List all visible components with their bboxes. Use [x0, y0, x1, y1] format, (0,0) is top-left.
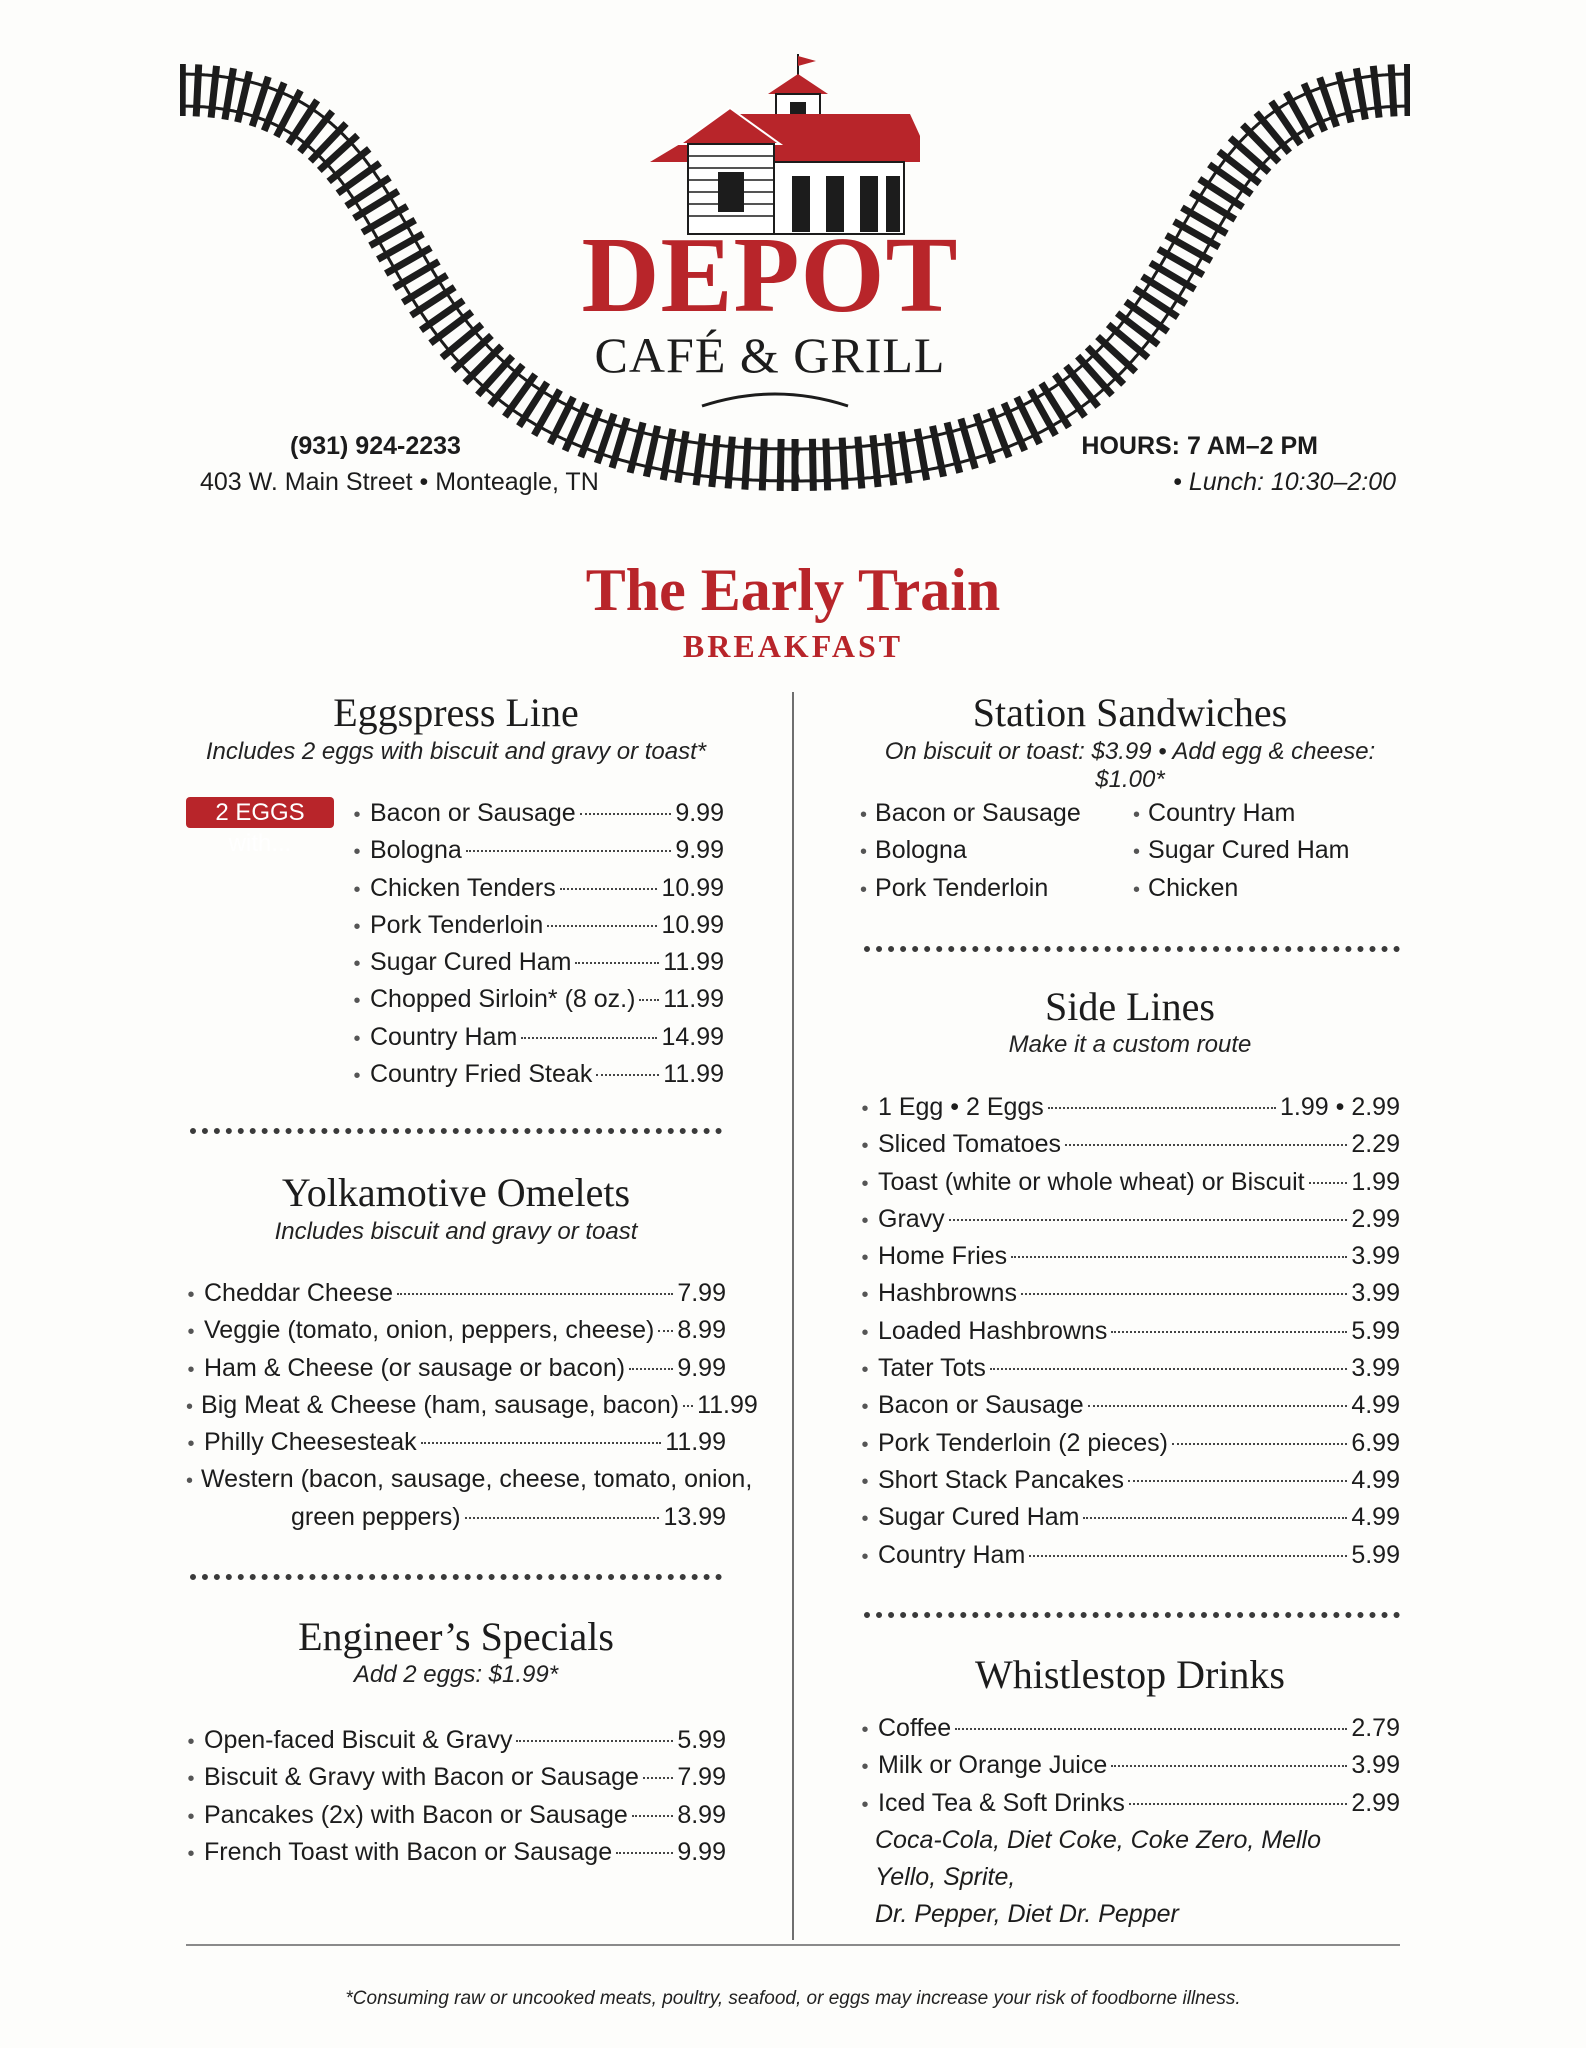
item-label: Open-faced Biscuit & Gravy — [204, 1726, 513, 1754]
list-item — [1133, 870, 1350, 907]
specials-list — [186, 1722, 726, 1871]
list-item — [860, 832, 1081, 869]
dot-leader — [949, 1219, 1348, 1221]
dotted-separator — [190, 1128, 722, 1134]
track-tie — [780, 439, 781, 491]
item-price: 2.79 — [1351, 1714, 1400, 1742]
bullet: • — [187, 1284, 195, 1306]
bullet: • — [353, 878, 361, 901]
list-item — [186, 1350, 726, 1387]
section-title-eggspress: Eggspress Line — [333, 690, 579, 735]
item-label: Sugar Cured Ham — [370, 948, 572, 977]
brands-line: Dr. Pepper, Diet Dr. Pepper — [875, 1900, 1179, 1928]
item-price: 9.99 — [675, 799, 724, 827]
list-item — [860, 1785, 1400, 1822]
list-item — [860, 1164, 1400, 1201]
list-item — [860, 795, 1081, 832]
track-tie — [196, 64, 199, 116]
dot-leader — [421, 1442, 662, 1444]
section-note-omelets: Includes biscuit and gravy or toast — [274, 1218, 638, 1245]
item-label: Iced Tea & Soft Drinks — [878, 1788, 1125, 1817]
item-label: Country Fried Steak — [370, 1060, 593, 1089]
item-label: Bacon or Sausage — [370, 799, 576, 827]
dot-leader — [955, 1728, 1347, 1730]
dot-leader — [1309, 1182, 1348, 1184]
bullet: • — [860, 841, 868, 864]
depot-building-logo — [620, 52, 920, 242]
bullet: • — [861, 1359, 869, 1382]
list-item-continued — [186, 1499, 726, 1536]
item-label: Loaded Hashbrowns — [878, 1316, 1108, 1345]
dot-leader — [397, 1293, 673, 1295]
bullet: • — [353, 953, 361, 976]
sandwiches-list-left — [860, 795, 1081, 907]
bullet: • — [187, 1768, 195, 1791]
dot-leader — [516, 1740, 673, 1742]
list-item — [860, 1462, 1400, 1499]
bullet: • — [861, 1321, 869, 1344]
list-item — [352, 1019, 724, 1056]
item-label: Country Ham — [370, 1022, 518, 1051]
item-price: 7.99 — [677, 1763, 726, 1792]
dot-leader — [466, 850, 672, 852]
dot-leader — [1083, 1517, 1347, 1519]
section-note-specials: Add 2 eggs: $1.99* — [353, 1661, 559, 1688]
item-label: Sliced Tomatoes — [878, 1130, 1061, 1159]
track-tie — [745, 438, 748, 490]
item-label: Country Ham — [878, 1540, 1026, 1569]
dot-leader — [1111, 1765, 1347, 1767]
dotted-separator — [864, 1612, 1400, 1618]
track-tie — [762, 438, 764, 490]
item-label: 1 Egg • 2 Eggs — [878, 1093, 1044, 1121]
item-label: Bologna — [370, 836, 462, 865]
item-price: 13.99 — [663, 1502, 726, 1531]
item-price: 10.99 — [661, 873, 724, 902]
bullet: • — [861, 1135, 869, 1158]
item-price: 3.99 — [1351, 1242, 1400, 1271]
list-item — [352, 795, 724, 832]
bullet: • — [186, 1470, 194, 1493]
item-price: 5.99 — [1351, 1316, 1400, 1345]
item-price: 1.99 • 2.99 — [1280, 1093, 1400, 1121]
dot-leader — [990, 1368, 1347, 1370]
item-price: 11.99 — [663, 985, 724, 1014]
dot-leader — [1011, 1256, 1347, 1258]
item-label: Bacon or Sausage — [875, 799, 1081, 827]
item-label: Bologna — [875, 836, 967, 865]
bullet: • — [860, 878, 868, 901]
list-item — [352, 870, 724, 907]
item-price: 10.99 — [661, 910, 724, 939]
track-tie — [873, 435, 878, 487]
bullet: • — [861, 1396, 869, 1419]
list-item — [352, 1056, 724, 1093]
list-item — [860, 1537, 1400, 1574]
foodborne-illness-disclaimer: *Consuming raw or uncooked meats, poultry, seafood, or eggs may increase your risk of foodborne illness. — [345, 1988, 1241, 2009]
item-label: Pork Tenderloin (2 pieces) — [878, 1428, 1168, 1457]
list-item — [186, 1275, 726, 1312]
item-label: Bacon or Sausage — [878, 1391, 1084, 1420]
bullet: • — [186, 1395, 194, 1418]
dot-leader — [521, 1037, 657, 1039]
brands-line: Coca-Cola, Diet Coke, Coke Zero, Mello Yello, Sprite, — [875, 1826, 1321, 1891]
item-price: 11.99 — [665, 1428, 726, 1457]
eggspress-list — [352, 795, 724, 1093]
soft-drink-brands — [875, 1822, 1375, 1933]
list-item — [860, 1126, 1400, 1163]
column-divider — [792, 692, 794, 1940]
bullet: • — [353, 841, 361, 864]
bullet: • — [861, 1508, 869, 1531]
bullet: • — [861, 1793, 869, 1816]
item-price: 2.29 — [1351, 1130, 1400, 1159]
item-label: Pork Tenderloin — [370, 910, 544, 939]
bullet: • — [187, 1842, 195, 1865]
list-item — [1133, 795, 1350, 832]
dot-leader — [1048, 1107, 1276, 1109]
list-item — [860, 1710, 1400, 1747]
list-item — [860, 1747, 1400, 1784]
bullet: • — [861, 1098, 869, 1120]
section-note-sandwiches: On biscuit or toast: $3.99 • Add egg & cheese: $1.00* — [884, 738, 1376, 793]
dot-leader — [683, 1405, 693, 1407]
phone-number: (931) 924-2233 — [290, 432, 461, 460]
drinks-list — [860, 1710, 1400, 1822]
track-tie — [812, 439, 813, 491]
list-item — [186, 1424, 726, 1461]
item-price: 1.99 — [1351, 1167, 1400, 1196]
dot-leader — [1065, 1144, 1347, 1146]
item-label: Sugar Cured Ham — [878, 1503, 1080, 1532]
bullet: • — [1133, 841, 1141, 864]
dot-leader — [1129, 1803, 1347, 1805]
list-item — [860, 1387, 1400, 1424]
item-label: Cheddar Cheese — [204, 1279, 394, 1307]
sides-list — [860, 1089, 1400, 1574]
bullet: • — [353, 915, 361, 938]
sandwiches-list-right — [1133, 795, 1350, 907]
item-price: 3.99 — [1351, 1751, 1400, 1780]
item-price: 9.99 — [677, 1353, 726, 1382]
item-label: Western (bacon, sausage, cheese, tomato, onion, — [201, 1465, 753, 1494]
dot-leader — [1172, 1443, 1347, 1445]
list-item — [186, 1797, 726, 1834]
dot-leader — [465, 1517, 660, 1519]
item-price: 4.99 — [1351, 1465, 1400, 1494]
track-tie — [858, 437, 862, 489]
item-label: Chicken Tenders — [370, 873, 556, 902]
dot-leader — [596, 1074, 659, 1076]
lunch-hours: • Lunch: 10:30–2:00 — [1173, 468, 1396, 496]
bullet: • — [861, 1284, 869, 1307]
section-title-sides: Side Lines — [1045, 984, 1215, 1029]
item-price: 14.99 — [661, 1022, 724, 1051]
track-tie — [1373, 66, 1379, 118]
two-eggs-badge: 2 EGGS with... — [186, 797, 334, 828]
dot-leader — [1021, 1293, 1347, 1295]
track-tie — [712, 435, 717, 487]
list-item — [352, 907, 724, 944]
bullet: • — [860, 804, 868, 826]
bullet: • — [187, 1433, 195, 1456]
bullet: • — [353, 804, 361, 826]
brand-subtitle: CAFÉ & GRILL — [594, 327, 946, 383]
bullet: • — [187, 1731, 195, 1753]
item-label: Tater Tots — [878, 1354, 986, 1383]
bullet: • — [187, 1805, 195, 1828]
brand-name: DEPOT — [581, 216, 959, 335]
item-label: Milk or Orange Juice — [878, 1751, 1108, 1780]
item-price: 9.99 — [677, 1837, 726, 1866]
item-price: 7.99 — [677, 1279, 726, 1307]
bullet: • — [861, 1756, 869, 1779]
list-item — [860, 1201, 1400, 1238]
bullet: • — [861, 1470, 869, 1493]
item-label: Sugar Cured Ham — [1148, 836, 1350, 865]
list-item — [860, 1275, 1400, 1312]
menu-title: The Early Train — [585, 557, 1001, 623]
menu-subtitle: BREAKFAST — [682, 628, 904, 664]
bullet: • — [353, 990, 361, 1013]
list-item — [860, 870, 1081, 907]
item-label: Big Meat & Cheese (ham, sausage, bacon) — [201, 1390, 680, 1419]
item-label: Philly Cheesesteak — [204, 1428, 417, 1457]
item-price: 6.99 — [1351, 1428, 1400, 1457]
item-label: Gravy — [878, 1204, 945, 1233]
bullet: • — [861, 1247, 869, 1270]
item-label: Chicken — [1148, 873, 1239, 902]
list-item — [352, 944, 724, 981]
item-price: 11.99 — [663, 1060, 724, 1089]
item-price: 5.99 — [677, 1726, 726, 1754]
dot-leader — [560, 888, 658, 890]
item-label: French Toast with Bacon or Sausage — [204, 1837, 613, 1866]
item-label: Ham & Cheese (or sausage or bacon) — [204, 1353, 626, 1382]
track-tie — [887, 434, 893, 486]
bullet: • — [861, 1545, 869, 1568]
track-tie — [211, 66, 216, 118]
list-item — [860, 1238, 1400, 1275]
section-title-drinks: Whistlestop Drinks — [975, 1652, 1285, 1697]
track-tie — [842, 438, 845, 490]
dot-leader — [575, 962, 659, 964]
item-label: Chopped Sirloin* (8 oz.) — [370, 985, 636, 1014]
dot-leader — [616, 1852, 673, 1854]
dot-leader — [1088, 1405, 1348, 1407]
track-tie — [696, 434, 703, 486]
item-price: 3.99 — [1351, 1354, 1400, 1383]
list-item — [186, 1312, 726, 1349]
section-note-sides: Make it a custom route — [1008, 1031, 1252, 1058]
item-price: 11.99 — [697, 1390, 758, 1419]
business-hours: HOURS: 7 AM–2 PM — [1081, 432, 1318, 460]
dot-leader — [632, 1815, 673, 1817]
item-price: 11.99 — [663, 948, 724, 977]
bullet: • — [861, 1433, 869, 1456]
item-price: 8.99 — [677, 1316, 726, 1345]
list-item — [352, 832, 724, 869]
bullet: • — [187, 1321, 195, 1344]
track-tie — [826, 438, 828, 490]
item-price: 4.99 — [1351, 1503, 1400, 1532]
list-item — [186, 1461, 753, 1498]
item-label: Home Fries — [878, 1242, 1008, 1271]
list-item — [1133, 832, 1350, 869]
omelets-list — [186, 1275, 758, 1536]
item-label: Toast (white or whole wheat) or Biscuit — [878, 1167, 1305, 1196]
bullet: • — [353, 1065, 361, 1088]
dot-leader — [547, 925, 657, 927]
bullet: • — [861, 1172, 869, 1195]
dot-leader — [629, 1368, 673, 1370]
dotted-separator — [864, 946, 1400, 952]
list-item — [860, 1350, 1400, 1387]
item-label: Short Stack Pancakes — [878, 1465, 1124, 1494]
dot-leader — [658, 1330, 673, 1332]
track-tie — [1391, 64, 1394, 116]
item-price: 5.99 — [1351, 1540, 1400, 1569]
item-label: Veggie (tomato, onion, peppers, cheese) — [204, 1316, 655, 1345]
footer-rule — [186, 1944, 1400, 1946]
item-label: green peppers) — [291, 1502, 461, 1531]
item-label: Coffee — [878, 1714, 952, 1742]
street-address: 403 W. Main Street • Monteagle, TN — [200, 468, 599, 496]
list-item — [860, 1499, 1400, 1536]
dot-leader — [1111, 1331, 1347, 1333]
bullet: • — [861, 1209, 869, 1232]
item-label: Biscuit & Gravy with Bacon or Sausage — [204, 1763, 639, 1792]
section-title-sandwiches: Station Sandwiches — [972, 690, 1288, 735]
item-price: 9.99 — [675, 836, 724, 865]
bullet: • — [1133, 878, 1141, 901]
item-label: Hashbrowns — [878, 1279, 1017, 1308]
item-price: 8.99 — [677, 1800, 726, 1829]
list-item — [186, 1722, 726, 1759]
dot-leader — [1128, 1480, 1347, 1482]
item-price: 2.99 — [1351, 1204, 1400, 1233]
item-label: Pork Tenderloin — [875, 873, 1049, 902]
bullet: • — [353, 1027, 361, 1050]
item-price: 4.99 — [1351, 1391, 1400, 1420]
track-tie — [728, 437, 732, 489]
list-item — [860, 1313, 1400, 1350]
bullet: • — [1133, 804, 1141, 826]
list-item — [860, 1089, 1400, 1126]
item-label: Pancakes (2x) with Bacon or Sausage — [204, 1800, 628, 1829]
list-item — [186, 1387, 758, 1424]
item-price: 2.99 — [1351, 1788, 1400, 1817]
list-item — [186, 1834, 726, 1871]
list-item — [186, 1759, 726, 1796]
dot-leader — [639, 999, 659, 1001]
dot-leader — [643, 1777, 673, 1779]
swoosh-ornament — [700, 388, 850, 414]
dot-leader — [1029, 1555, 1347, 1557]
section-title-specials: Engineer’s Specials — [298, 1614, 614, 1659]
section-title-omelets: Yolkamotive Omelets — [281, 1170, 631, 1215]
list-item — [352, 981, 724, 1018]
bullet: • — [187, 1358, 195, 1381]
dotted-separator — [190, 1574, 722, 1580]
list-item — [860, 1425, 1400, 1462]
item-label: Country Ham — [1148, 799, 1296, 827]
bullet: • — [861, 1719, 869, 1741]
item-price: 3.99 — [1351, 1279, 1400, 1308]
section-note-eggspress: Includes 2 eggs with biscuit and gravy or toast* — [205, 738, 707, 765]
dot-leader — [580, 813, 672, 815]
